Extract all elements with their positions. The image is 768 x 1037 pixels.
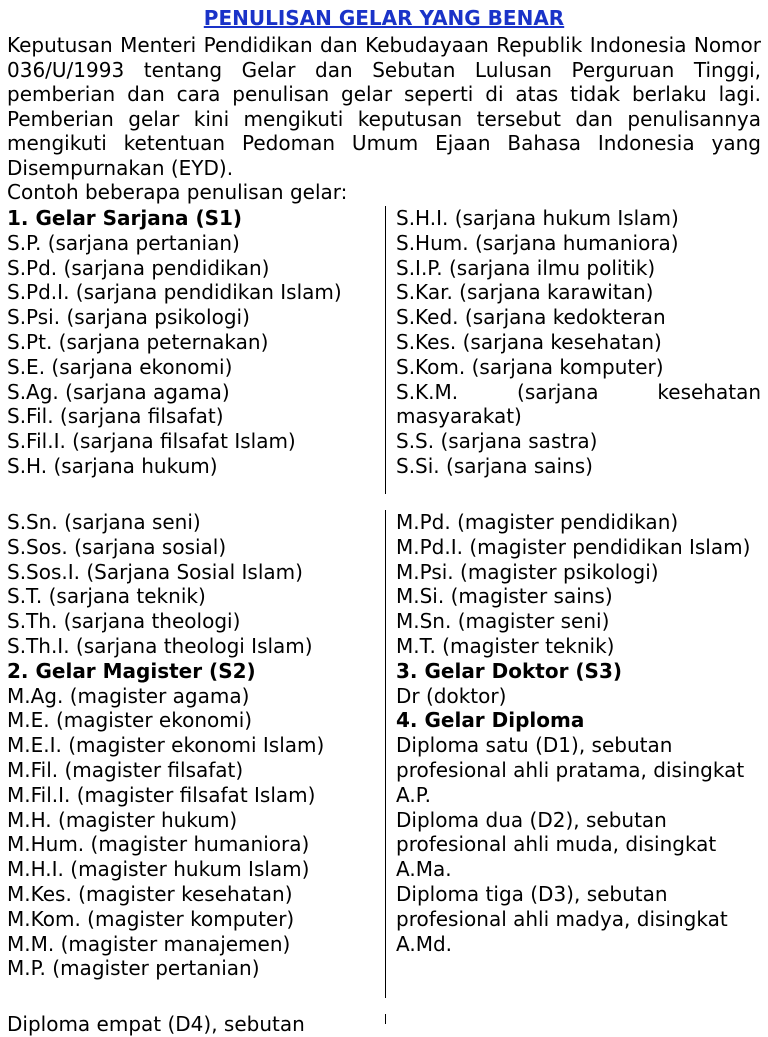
list-item: M.P. (magister pertanian): [7, 956, 260, 981]
block1-right-column: [396, 206, 761, 479]
column-divider: [385, 1014, 386, 1024]
list-item: M.E. (magister ekonomi): [7, 708, 253, 733]
list-item: S.Ked. (sarjana kedokteran: [396, 305, 666, 330]
list-item: M.Fil. (magister filsafat): [7, 757, 244, 782]
list-item: S.Psi. (sarjana psikologi): [7, 305, 250, 330]
list-item: S.Kes. (sarjana kesehatan): [396, 329, 662, 354]
list-item: Diploma tiga (D3), sebutan profesional ahli madya, disingkat A.Md.: [396, 881, 728, 956]
list-item: M.Pd.I. (magister pendidikan Islam): [396, 534, 751, 559]
list-item: S.Si. (sarjana sains): [396, 453, 593, 478]
heading-diploma: 4. Gelar Diploma: [396, 708, 585, 733]
list-item: S.I.P. (sarjana ilmu politik): [396, 255, 656, 280]
heading-doktor: 3. Gelar Doktor (S3): [396, 658, 623, 683]
column-divider: [385, 206, 386, 494]
list-item: M.Fil.I. (magister filsafat Islam): [7, 782, 316, 807]
footer-partial-text: Diploma empat (D4), sebutan: [7, 1012, 305, 1036]
list-item: M.M. (magister manajemen): [7, 931, 291, 956]
list-item: M.Sn. (magister seni): [396, 609, 610, 634]
list-item: S.Th. (sarjana theologi): [7, 609, 241, 634]
list-item: M.Kes. (magister kesehatan): [7, 881, 293, 906]
list-item: M.Ag. (magister agama): [7, 683, 250, 708]
column-divider: [385, 510, 386, 998]
list-item: S.Ag. (sarjana agama): [7, 379, 230, 404]
list-item: S.Kar. (sarjana karawitan): [396, 280, 654, 305]
page-title: PENULISAN GELAR YANG BENAR: [203, 6, 565, 30]
examples-label: Contoh beberapa penulisan gelar:: [7, 180, 348, 204]
list-item: Dr (doktor): [396, 683, 507, 708]
list-item: S.Fil. (sarjana filsafat): [7, 404, 224, 429]
list-item: M.T. (magister teknik): [396, 633, 615, 658]
intro-paragraph: Keputusan Menteri Pendidikan dan Kebudayaan Republik Indonesia Nomor 036/U/1993 tentang Gelar dan Sebutan Lulusan Perguruan Tinggi, pemberian dan cara penulisan gelar seperti di atas tidak berlaku lagi. Pemberian gelar kini mengikuti keputusan tersebut dan penulisannya mengikuti ketentuan Pedoman Umum Ejaan Bahasa Indonesia yang Disempurnakan (EYD).: [7, 33, 761, 180]
list-item: S.H.I. (sarjana hukum Islam): [396, 206, 679, 230]
list-item: S.Pd. (sarjana pendidikan): [7, 255, 270, 280]
block2-left-column: [7, 510, 377, 981]
list-item: S.E. (sarjana ekonomi): [7, 354, 233, 379]
list-item: M.Kom. (magister komputer): [7, 906, 295, 931]
list-item: Diploma dua (D2), sebutan profesional ahli muda, disingkat A.Ma.: [396, 807, 717, 882]
block2-right-column: [396, 510, 761, 956]
list-item: S.Pd.I. (sarjana pendidikan Islam): [7, 280, 342, 305]
list-item: S.Sn. (sarjana seni): [7, 510, 201, 534]
list-item: Diploma satu (D1), sebutan profesional ahli pratama, disingkat A.P.: [396, 733, 745, 807]
list-item: M.Psi. (magister psikologi): [396, 559, 659, 584]
list-item: S.Fil.I. (sarjana filsafat Islam): [7, 429, 296, 454]
intro-section: [7, 33, 761, 205]
list-item: M.Si. (magister sains): [396, 584, 613, 609]
list-item: S.Hum. (sarjana humaniora): [396, 230, 679, 255]
list-item: M.Pd. (magister pendidikan): [396, 510, 679, 534]
list-item: M.Hum. (magister humaniora): [7, 832, 310, 857]
list-item: S.S. (sarjana sastra): [396, 429, 598, 454]
block1-left-column: [7, 206, 377, 479]
list-item: S.Sos. (sarjana sosial): [7, 534, 227, 559]
list-item: S.H. (sarjana hukum): [7, 453, 218, 478]
list-item: S.Sos.I. (Sarjana Sosial Islam): [7, 559, 303, 584]
list-item: M.H.I. (magister hukum Islam): [7, 857, 310, 882]
list-item: S.Pt. (sarjana peternakan): [7, 329, 269, 354]
list-item: M.H. (magister hukum): [7, 807, 238, 832]
heading-magister: 2. Gelar Magister (S2): [7, 658, 256, 683]
list-item: S.P. (sarjana pertanian): [7, 230, 240, 255]
list-item: S.T. (sarjana teknik): [7, 584, 206, 609]
list-item: S.Kom. (sarjana komputer): [396, 354, 664, 379]
list-item: S.Th.I. (sarjana theologi Islam): [7, 633, 313, 658]
heading-sarjana: 1. Gelar Sarjana (S1): [7, 206, 243, 230]
list-item: S.K.M. (sarjana kesehatan masyarakat): [396, 379, 761, 429]
list-item: M.E.I. (magister ekonomi Islam): [7, 733, 325, 758]
